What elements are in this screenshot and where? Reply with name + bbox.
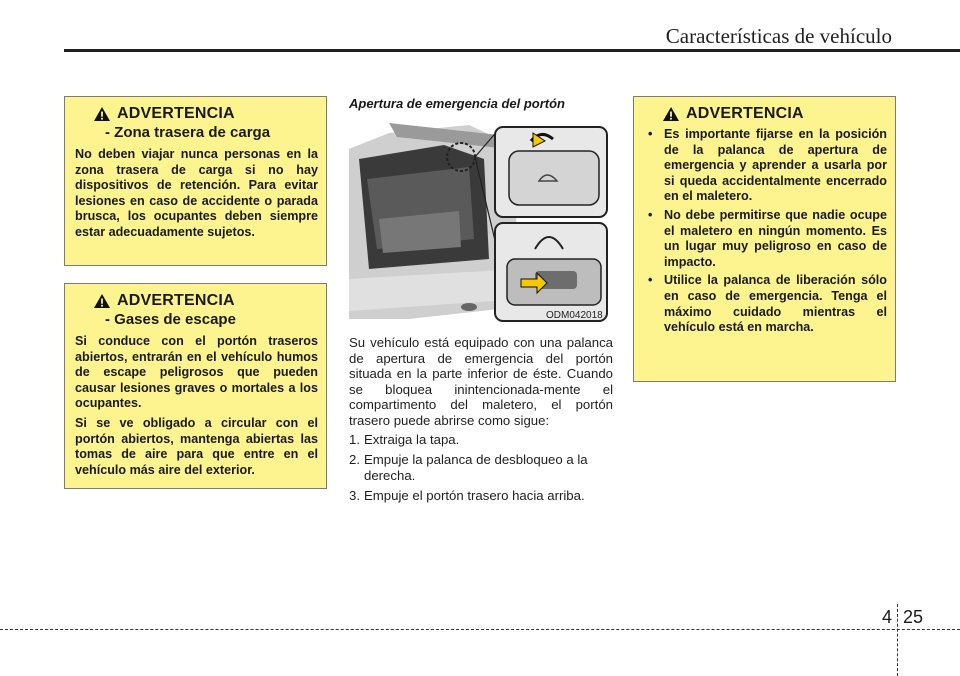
warning-triangle-icon bbox=[93, 293, 111, 309]
warning-title: ADVERTENCIA bbox=[117, 292, 235, 309]
warning-paragraph: Si conduce con el portón traseros abiertos, entrarán en el vehículo humos de escape peligrosos que pueden causar lesiones graves o mortales a los ocupantes. bbox=[75, 334, 318, 411]
section-title: Apertura de emergencia del portón bbox=[349, 96, 565, 111]
warning-subtitle: - Gases de escape bbox=[105, 311, 236, 328]
figure-caption: ODM042018 bbox=[546, 310, 603, 321]
section-body bbox=[349, 335, 613, 509]
header-rule bbox=[64, 49, 960, 52]
warning-heading bbox=[93, 292, 318, 310]
step-item: 1. Extraiga la tapa. bbox=[349, 431, 460, 447]
page-number: 25 bbox=[903, 607, 924, 627]
footer-rule bbox=[0, 629, 960, 630]
warning-bullet: • Utilice la palanca de liberación sólo en caso de emergencia. Tenga el máximo cuidado mientras el vehículo está en marcha. bbox=[644, 273, 887, 335]
section-intro: Su vehículo está equipado con una palanca de apertura de emergencia del portón situada en la parte inferior de éste. Cuando se bloquea inintencionada-mente el compartimento del maletero, el portón trasero puede abrirse como sigue: bbox=[349, 335, 613, 428]
steps-list bbox=[349, 432, 613, 504]
warning-bullet: • Es importante fijarse en la posición de la palanca de apertura de emergencia y aprender a usarla por si queda accidentalmente encerrado en el maletero. bbox=[644, 127, 887, 205]
tailgate-release-illustration bbox=[349, 119, 611, 325]
warning-paragraph: Si se ve obligado a circular con el portón abiertos, mantenga abiertas las tomas de aire para que entre en el vehículo más aire del exterior. bbox=[75, 415, 318, 477]
warning-box-trunk bbox=[633, 96, 896, 382]
warning-heading bbox=[662, 105, 887, 123]
warning-box-cargo bbox=[64, 96, 327, 266]
step-item: 2. Empuje la palanca de desbloqueo a la derecha. bbox=[349, 452, 588, 483]
warning-title: ADVERTENCIA bbox=[117, 105, 235, 122]
warning-heading bbox=[93, 105, 318, 123]
page-separator bbox=[897, 604, 898, 676]
warning-paragraph: No deben viajar nunca personas en la zona trasera de carga si no hay dispositivos de retención. Para evitar lesiones en caso de accidente o parada brusca, los ocupantes deben siempre estar adecuadamente sujetos. bbox=[75, 147, 318, 239]
page-header-title: Características de vehículo bbox=[665, 24, 892, 48]
warning-title: ADVERTENCIA bbox=[686, 105, 804, 122]
warning-bullet-list bbox=[644, 127, 887, 336]
warning-subtitle: - Zona trasera de carga bbox=[105, 124, 271, 141]
warning-bullet: • No debe permitirse que nadie ocupe el maletero en ningún momento. Es un lugar muy peligroso en caso de impacto. bbox=[644, 208, 887, 270]
warning-triangle-icon bbox=[662, 106, 680, 122]
warning-box-exhaust bbox=[64, 283, 327, 489]
chapter-number: 4 bbox=[882, 607, 893, 627]
step-item: 3. Empuje el portón trasero hacia arriba. bbox=[349, 488, 585, 504]
warning-triangle-icon bbox=[93, 106, 111, 122]
